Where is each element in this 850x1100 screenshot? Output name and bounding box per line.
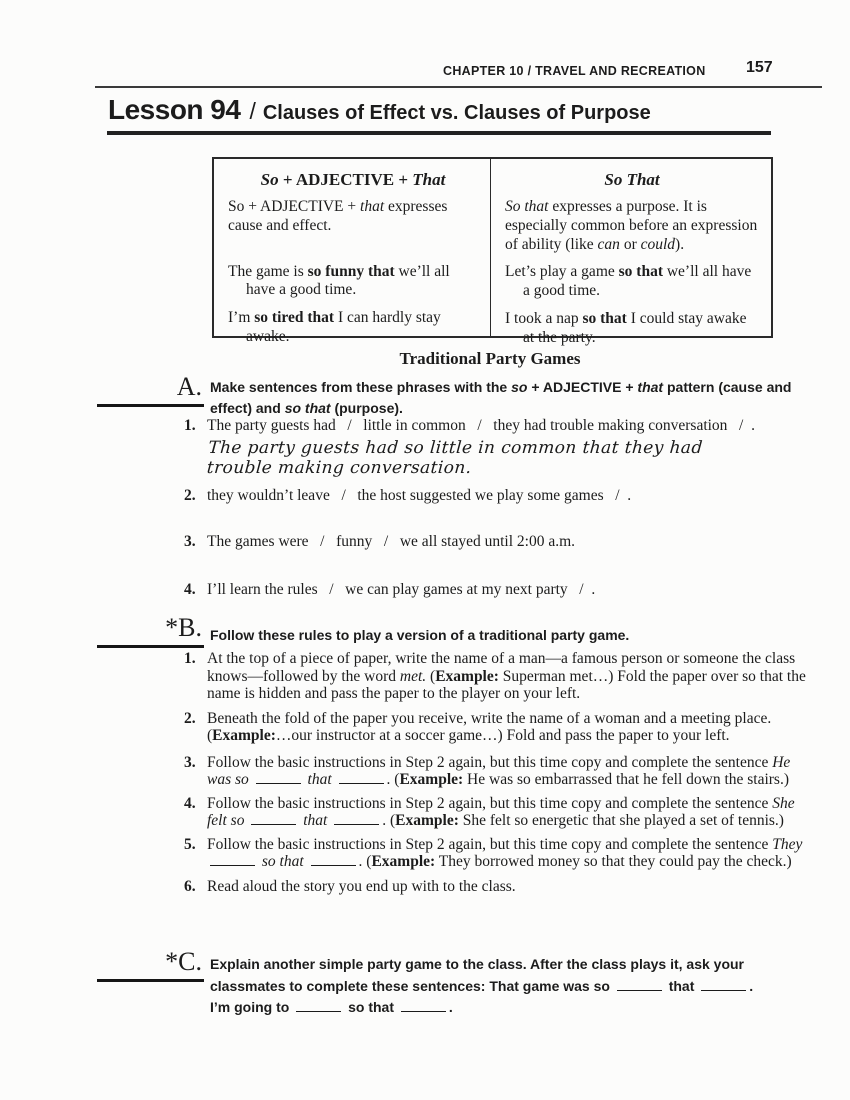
item-text: Follow the basic instructions in Step 2 again, but this time copy and complete the sentence They so that . (Example: They borrowed money so that they could pay the check.) <box>207 835 803 870</box>
item-text: I’ll learn the rules / we can play games at my next party / . <box>207 580 596 598</box>
topic-heading: Traditional Party Games <box>399 349 581 368</box>
item-number: 1. <box>184 650 196 667</box>
item-text: Read aloud the story you end up with to the class. <box>207 877 516 895</box>
list-item <box>184 487 798 505</box>
section-c-label: *C. <box>97 946 204 982</box>
lesson-title <box>108 94 651 126</box>
handwritten-answer: The party guests had so little in common that they had trouble making conversation. <box>206 437 704 479</box>
list-item <box>184 754 814 789</box>
item-number: 4. <box>184 580 196 598</box>
left-column-example-2: I’m so tired that I can hardly stay awake. <box>228 309 441 346</box>
item-text: Beneath the fold of the paper you receive, write the name of a woman and a meeting place. (Example:…our instructor at a soccer game…) Fold and pass the paper to your left. <box>207 709 772 744</box>
list-item <box>184 878 814 896</box>
list-item <box>184 417 798 487</box>
section-a-item-list <box>184 417 798 599</box>
grammar-box-left-column <box>214 159 491 346</box>
item-text: The games were / funny / we all stayed until 2:00 a.m. <box>207 532 576 550</box>
section-a-instructions: Make sentences from these phrases with the so + ADJECTIVE + that pattern (cause and effect) and so that (purpose). <box>210 379 792 416</box>
list-item <box>184 795 814 830</box>
lesson-title-separator: / <box>249 98 256 124</box>
list-item <box>184 650 814 703</box>
lesson-number: Lesson 94 <box>108 94 241 125</box>
section-b-label: *B. <box>97 612 204 648</box>
right-column-example-1: Let’s play a game so that we’ll all have a good time. <box>505 263 752 300</box>
item-number: 4. <box>184 794 196 812</box>
chapter-header: CHAPTER 10 / TRAVEL AND RECREATION <box>443 64 706 78</box>
item-number: 2. <box>184 709 196 727</box>
item-text: At the top of a piece of paper, write the name of a man—a famous person or someone the class knows—followed by the word met. (Example: Superman met…) Fold the paper over so that the name is hidden and pass the paper to the player on your left. <box>207 650 806 702</box>
list-item <box>184 533 798 551</box>
left-column-definition: So + ADJECTIVE + that expresses cause and effect. <box>228 197 448 234</box>
item-number: 6. <box>184 877 196 895</box>
left-column-heading: So + ADJECTIVE + That <box>260 170 446 189</box>
list-item <box>184 710 814 745</box>
right-column-definition: So that expresses a purpose. It is especially common before an expression of ability (like can or could). <box>505 197 758 253</box>
item-text-wrap <box>207 417 798 487</box>
item-number: 2. <box>184 486 196 504</box>
section-b-instructions: Follow these rules to play a version of a traditional party game. <box>210 627 630 643</box>
section-b-item-list <box>184 650 814 895</box>
list-item <box>184 836 814 871</box>
item-text: Follow the basic instructions in Step 2 again, but this time copy and complete the sentence He was so that . (Example: He was so embarrassed that he fell down the stairs.) <box>207 753 791 788</box>
lesson-title-rule <box>107 131 771 135</box>
section-c-instructions: Explain another simple party game to the class. After the class plays it, ask your classmates to complete these sentences: That game was so that . I’m going to so that . <box>210 956 754 1016</box>
item-number: 3. <box>184 532 196 550</box>
item-number: 1. <box>184 417 196 434</box>
section-a-label: A. <box>97 371 204 407</box>
item-number: 5. <box>184 835 196 853</box>
item-number: 3. <box>184 753 196 771</box>
item-text: The party guests had / little in common / they had trouble making conversation / . <box>207 417 755 434</box>
item-text: Follow the basic instructions in Step 2 again, but this time copy and complete the sentence She felt so that . (Example: She felt so energetic that she played a set of tennis.) <box>207 794 795 829</box>
list-item <box>184 581 798 599</box>
grammar-box-right-column <box>491 159 771 347</box>
header-rule <box>95 86 822 88</box>
page-number: 157 <box>746 59 773 76</box>
left-column-example-1: The game is so funny that we’ll all have a good time. <box>228 262 450 299</box>
item-text: they wouldn’t leave / the host suggested we play some games / . <box>207 486 632 504</box>
grammar-summary-box <box>212 157 773 347</box>
lesson-name: Clauses of Effect vs. Clauses of Purpose <box>262 102 651 124</box>
right-column-heading: So That <box>604 170 660 189</box>
right-column-example-2: I took a nap so that I could stay awake at the party. <box>505 310 747 347</box>
